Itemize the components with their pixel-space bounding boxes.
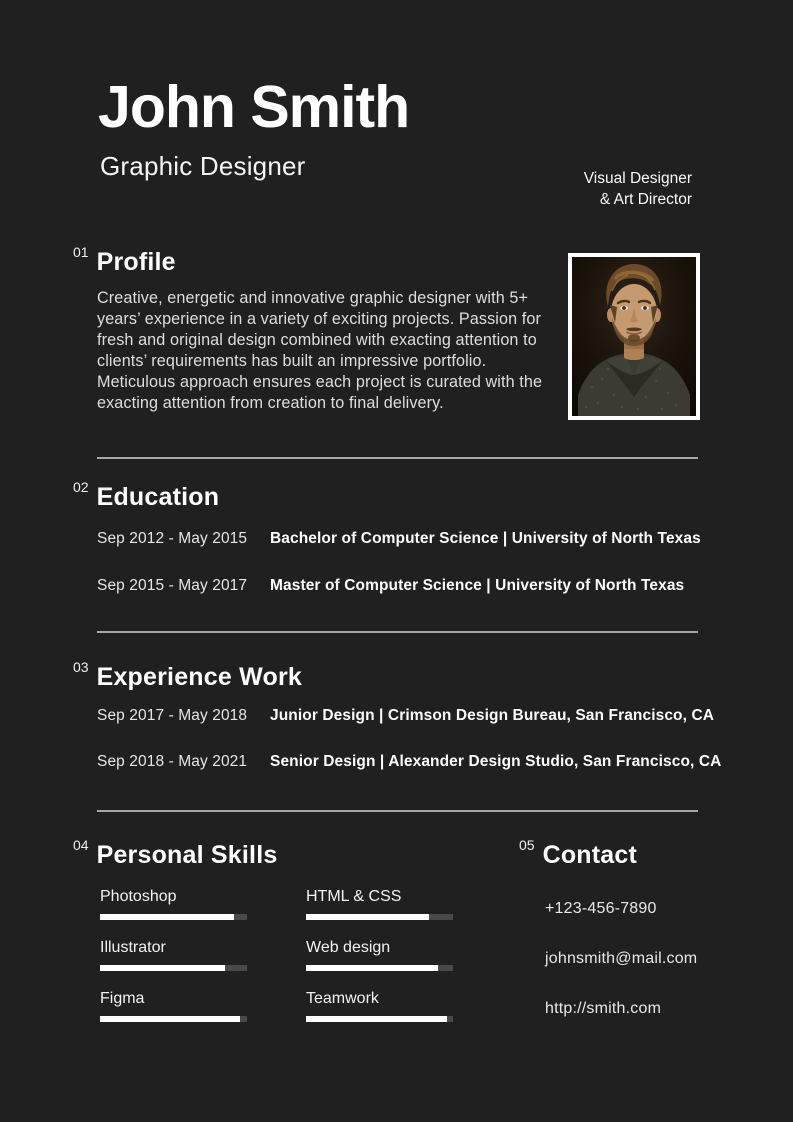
tagline [584,168,692,210]
skill-label: Illustrator [100,939,166,956]
skill-item [100,886,247,920]
skill-bar-track [306,1016,453,1022]
experience-row [97,707,721,725]
skill-item [306,988,453,1022]
section-divider [97,631,698,633]
skill-bar-fill [100,1016,240,1022]
section-title-skills: Personal Skills [96,841,278,869]
portrait-illustration [572,257,696,416]
experience-list [97,707,721,799]
experience-section-heading [73,659,302,691]
education-detail: Master of Computer Science | University of North Texas [270,577,685,594]
skill-bar-track [100,914,247,920]
contact-section-heading [519,837,637,869]
tagline-line1: Visual Designer [583,170,692,187]
skill-bar-fill [100,965,225,971]
education-dates: Sep 2012 - May 2015 [97,530,248,547]
section-divider [97,457,698,459]
profile-text: Creative, energetic and innovative graphic designer with 5+ years’ experience in a variety of exciting projects. Passion for fresh and original design combined with exacting attention to clients’ requirements has built an impressive portfolio. Meticulous approach ensures each project is curated with the exacting attention from creation to final delivery. [97,289,543,412]
contact-item: +123-456-7890 [545,900,657,917]
skill-bar-fill [306,914,429,920]
skill-label: Web design [306,939,391,956]
section-number: 01 [73,244,89,260]
education-dates: Sep 2015 - May 2017 [97,577,248,594]
skills-section-heading [73,837,277,869]
skill-label: Teamwork [306,990,379,1007]
experience-dates: Sep 2017 - May 2018 [97,707,248,724]
contact-item: http://smith.com [545,1000,662,1017]
section-number: 05 [519,837,535,853]
person-job-title: Graphic Designer [100,151,306,181]
portrait-photo [568,253,700,420]
education-row [97,577,701,595]
skill-bar-track [100,1016,247,1022]
skill-bar-track [306,914,453,920]
skill-label: Figma [100,990,145,1007]
section-title-profile: Profile [96,248,176,276]
skill-label: Photoshop [100,888,177,905]
skills-column-left [100,886,247,1039]
experience-detail: Senior Design | Alexander Design Studio, San Francisco, CA [270,753,722,770]
skill-bar-fill [306,1016,447,1022]
skill-label: HTML & CSS [306,888,402,905]
contact-list [545,898,697,1048]
skill-item [306,886,453,920]
education-section-heading [73,479,219,511]
section-title-education: Education [96,483,220,511]
skill-bar-fill [100,914,234,920]
education-row [97,530,701,548]
section-number: 02 [73,479,89,495]
education-list [97,530,701,624]
person-name: John Smith [98,74,410,140]
section-number: 03 [73,659,89,675]
tagline-line2: & Art Director [599,191,692,208]
experience-dates: Sep 2018 - May 2021 [97,753,248,770]
skill-bar-track [306,965,453,971]
section-number: 04 [73,837,89,853]
section-title-contact: Contact [542,841,638,869]
education-detail: Bachelor of Computer Science | University of North Texas [270,530,701,547]
experience-row [97,753,721,771]
profile-section-heading [73,244,176,276]
skills-column-right [306,886,453,1039]
experience-detail: Junior Design | Crimson Design Bureau, San Francisco, CA [270,707,715,724]
skill-bar-track [100,965,247,971]
section-title-experience: Experience Work [96,663,302,691]
skill-item [100,937,247,971]
skill-bar-fill [306,965,438,971]
skill-item [306,937,453,971]
contact-item: johnsmith@mail.com [545,950,698,967]
section-divider [97,810,698,812]
skill-item [100,988,247,1022]
